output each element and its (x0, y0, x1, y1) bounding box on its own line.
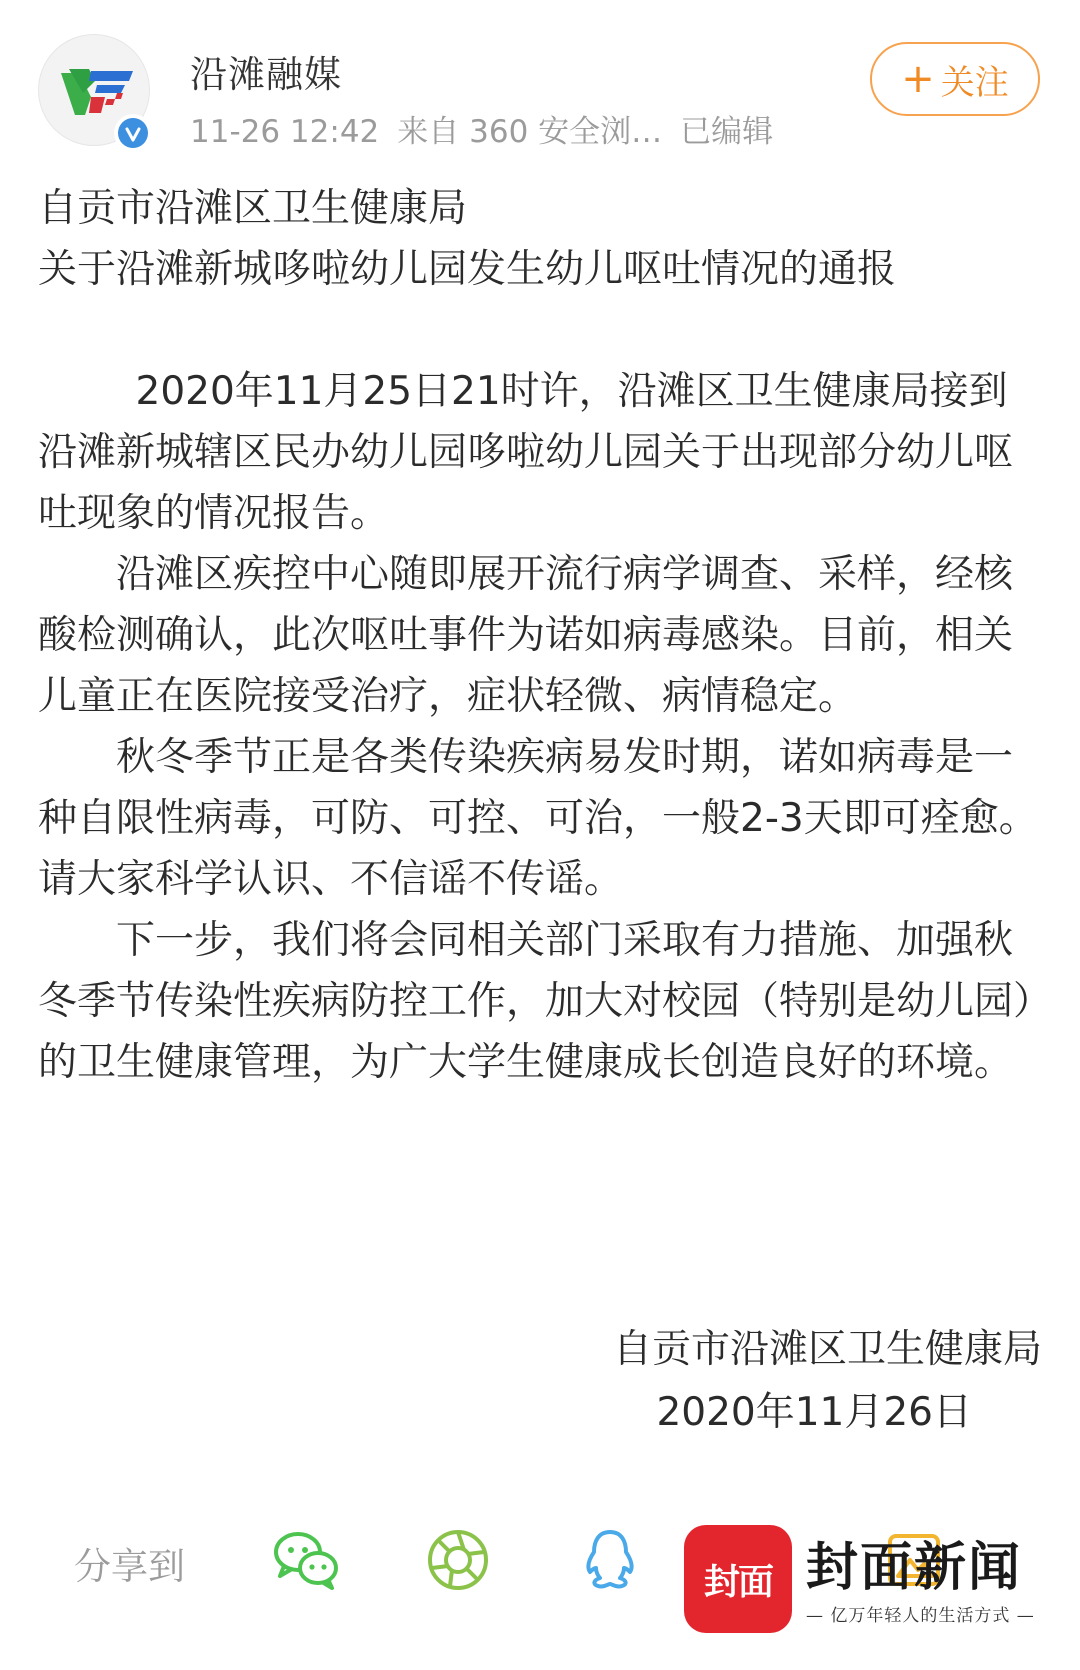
post-content (38, 178, 1038, 1093)
notice-issuer: 自贡市沿滩区卫生健康局 (38, 186, 468, 231)
post-time: 11-26 12:42 (190, 114, 380, 150)
account-name[interactable]: 沿滩融媒 (190, 53, 342, 96)
paragraph-2: 沿滩区疾控中心随即展开流行病学调查、采样，经核酸检测确认，此次呕吐事件为诺如病毒感染。目前，相关儿童正在医院接受治疗，症状轻微、病情稳定。 (38, 552, 1014, 719)
moments-icon[interactable] (420, 1522, 496, 1598)
follow-button[interactable] (870, 42, 1040, 116)
signature-block (613, 1318, 1042, 1444)
paragraph-4: 下一步，我们将会同相关部门采取有力措施、加强秋冬季节传染性疾病防控工作，加大对校园（特别是幼儿园）的卫生健康管理，为广大学生健康成长创造良好的环境。 (38, 918, 1033, 1085)
paragraph-1: 2020年11月25日21时许，沿滩区卫生健康局接到沿滩新城辖区民办幼儿园哆啦幼儿园关于出现部分幼儿呕吐现象的情况报告。 (38, 369, 1014, 536)
plus-icon: + (901, 56, 935, 102)
watermark-slogan: — 亿万年轻人的生活方式 — (806, 1606, 1035, 1626)
signature: 自贡市沿滩区卫生健康局 (612, 1327, 1042, 1372)
cover-news-logo-icon: 封面 (684, 1525, 792, 1633)
share-label: 分享到 (74, 1545, 185, 1588)
verified-badge-icon (114, 114, 152, 152)
notice-title: 关于沿滩新城哆啦幼儿园发生幼儿呕吐情况的通报 (38, 247, 897, 292)
blank-line (38, 300, 1038, 361)
wechat-icon[interactable] (268, 1522, 344, 1598)
post-header (0, 0, 1080, 160)
watermark-name: 封面新闻 (806, 1537, 1023, 1598)
qq-icon[interactable] (572, 1522, 648, 1598)
edited-label: 已编辑 (680, 114, 774, 150)
paragraph-3: 秋冬季节正是各类传染疾病易发时期，诺如病毒是一种自限性病毒，可防、可控、可治，一般2-3天即可痊愈。请大家科学认识、不信谣不传谣。 (38, 735, 1038, 902)
follow-label: 关注 (940, 62, 1009, 103)
post-source[interactable]: 来自 360 安全浏… (397, 114, 663, 150)
notice-date: 2020年11月26日 (656, 1390, 972, 1435)
cover-news-watermark (684, 1525, 1080, 1637)
post-meta (190, 106, 791, 151)
